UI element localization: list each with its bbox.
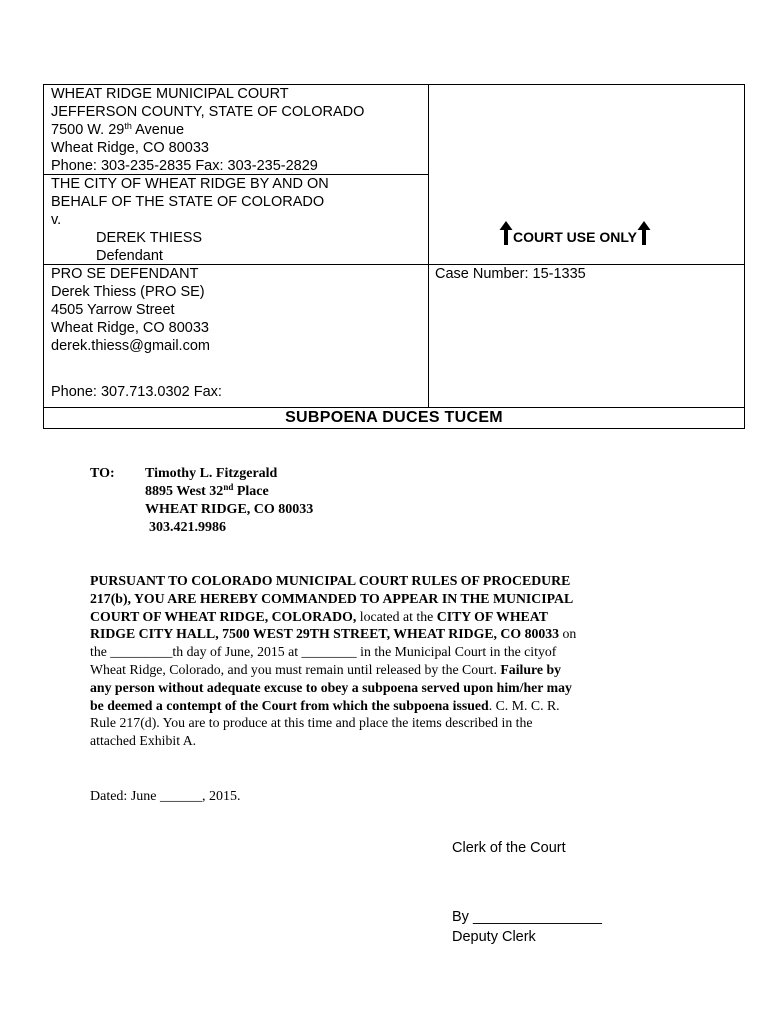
paragraph-line-5: the _________th day of June, 2015 at ________ in the Municipal Court in the cityof: [90, 644, 557, 660]
signature-line: By ________________: [452, 909, 602, 925]
filer-phone-fax: Phone: 307.713.0302 Fax:: [51, 384, 222, 400]
filer-cell: [51, 265, 222, 401]
paragraph-line-6: Wheat Ridge, Colorado, and you must remain until released by the Court.: [90, 661, 501, 677]
court-address: [51, 121, 364, 139]
recipient-phone: 303.421.9986: [149, 520, 226, 535]
court-use-only-label: [499, 221, 651, 245]
plaintiff-line-2: BEHALF OF THE STATE OF COLORADO: [51, 194, 325, 210]
filer-heading: PRO SE DEFENDANT: [51, 266, 199, 282]
paragraph-line-3-court: COURT OF WHEAT RIDGE, COLORADO,: [90, 608, 357, 624]
defendant-name: DEREK THIESS: [96, 230, 203, 246]
paragraph-line-1: PURSUANT TO COLORADO MUNICIPAL COURT RULES OF PROCEDURE: [90, 573, 571, 588]
paragraph-line-10: attached Exhibit A.: [90, 733, 197, 749]
recipient-address-number: 8895 West 32: [145, 484, 224, 499]
filer-city: Wheat Ridge, CO 80033: [51, 320, 209, 336]
paragraph-line-4-address: RIDGE CITY HALL, 7500 WEST 29TH STREET, WHEAT RIDGE, CO 80033: [90, 626, 560, 642]
case-caption-table: [43, 84, 745, 429]
court-phone-fax: Phone: 303-235-2835 Fax: 303-235-2829: [51, 158, 318, 174]
recipient-address: [145, 483, 313, 501]
filer-street: 4505 Yarrow Street: [51, 302, 175, 318]
court-use-text: COURT USE ONLY: [513, 229, 637, 245]
court-name: WHEAT RIDGE MUNICIPAL COURT: [51, 86, 289, 102]
deputy-clerk-label: Deputy Clerk: [452, 929, 536, 945]
paragraph-line-7: any person without adequate excuse to obey a subpoena served upon him/her may: [90, 679, 572, 695]
subpoena-command-paragraph: [90, 572, 670, 750]
paragraph-line-2: 217(b), YOU ARE HEREBY COMMANDED TO APPEAR IN THE MUNICIPAL: [90, 590, 574, 606]
recipient-address-suffix: nd: [223, 482, 234, 492]
dated-line: Dated: June ______, 2015.: [90, 789, 241, 804]
recipient-block: [145, 465, 313, 537]
plaintiff-line-1: THE CITY OF WHEAT RIDGE BY AND ON: [51, 176, 329, 192]
versus: v.: [51, 212, 62, 228]
court-county: JEFFERSON COUNTY, STATE OF COLORADO: [51, 104, 365, 120]
case-number: Case Number: 15-1335: [435, 266, 586, 282]
parties-cell: [51, 175, 329, 265]
recipient-name: Timothy L. Fitzgerald: [145, 466, 278, 481]
caption-vertical-divider: [428, 85, 429, 407]
filer-name: Derek Thiess (PRO SE): [51, 284, 205, 300]
paragraph-line-9: Rule 217(d). You are to produce at this time and place the items described in the: [90, 715, 533, 731]
document-title: SUBPOENA DUCES TUCEM: [285, 409, 503, 426]
paragraph-line-8-rule: . C. M. C. R.: [488, 697, 560, 713]
paragraph-line-6-failure: Failure by: [500, 661, 562, 677]
paragraph-line-3-cityhall: CITY OF WHEAT: [436, 608, 548, 624]
filer-email: derek.thiess@gmail.com: [51, 338, 210, 354]
to-label: TO:: [90, 466, 115, 481]
up-arrow-icon: [499, 221, 513, 245]
paragraph-line-3-located: located at the: [356, 608, 437, 624]
court-city: Wheat Ridge, CO 80033: [51, 140, 209, 156]
paragraph-line-8-contempt: be deemed a contempt of the Court from which the subpoena issued: [90, 697, 489, 713]
up-arrow-icon: [637, 221, 651, 245]
recipient-address-street: Place: [233, 484, 269, 499]
recipient-city: WHEAT RIDGE, CO 80033: [145, 502, 314, 517]
court-address-suffix: th: [124, 121, 132, 131]
defendant-role: Defendant: [96, 248, 163, 264]
clerk-of-court-label: Clerk of the Court: [452, 840, 566, 856]
paragraph-line-4-on: on: [559, 626, 577, 642]
court-address-number: 7500 W. 29: [51, 122, 125, 138]
court-info-cell: [51, 85, 364, 175]
court-address-street: Avenue: [131, 122, 185, 138]
